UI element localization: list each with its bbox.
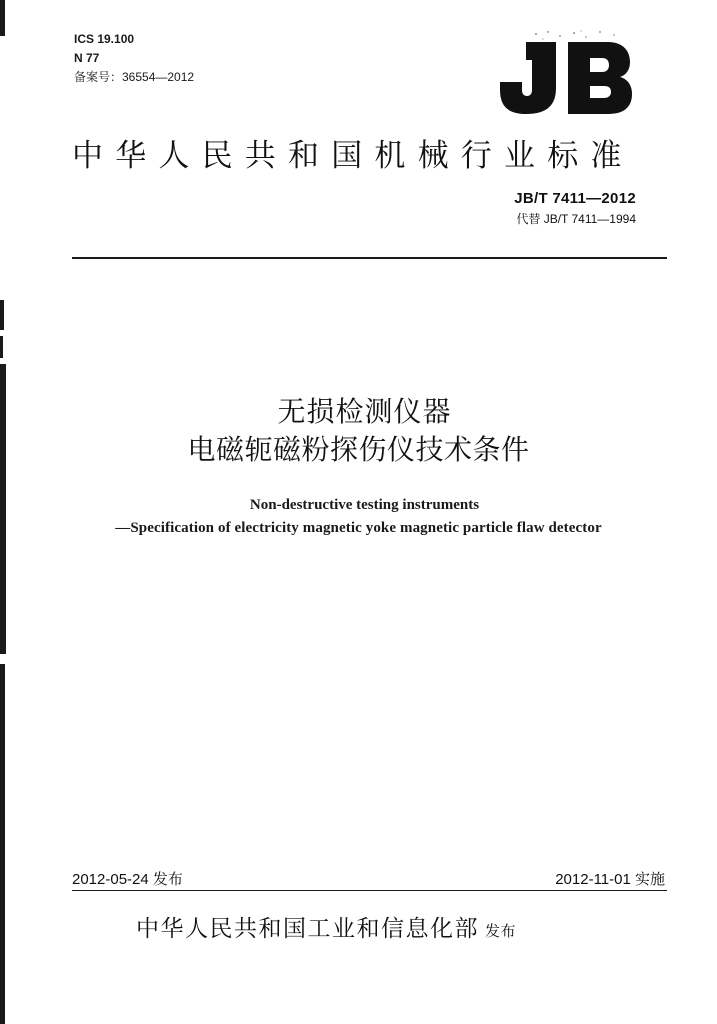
jb-logo: [496, 30, 636, 116]
standard-category-title: 中华人民共和国机械行业标准: [72, 138, 634, 174]
standard-number: JB/T 7411—2012: [514, 190, 636, 207]
chinese-title-line2: 电磁轭磁粉探伤仪技术条件: [187, 433, 530, 466]
binding-edge-mark: [0, 300, 4, 330]
replaces-standard: 代替 JB/T 7411—1994: [516, 212, 636, 226]
filing-number: 备案号：36554—2012: [74, 70, 195, 84]
implementation-date: 2012-11-01 实施: [555, 871, 665, 888]
footer-divider: [72, 890, 667, 891]
standard-number-block: [514, 188, 636, 228]
classification-codes: [74, 30, 194, 87]
english-title-line1: Non-destructive testing instruments: [249, 497, 480, 513]
binding-edge-mark: [0, 0, 5, 36]
ccs-code: N 77: [74, 51, 100, 65]
publisher-action: 发布: [485, 922, 517, 940]
ics-code: ICS 19.100: [74, 32, 135, 46]
issue-date: 2012-05-24 发布: [72, 871, 183, 888]
header-divider: [72, 257, 667, 259]
english-title-line2: —Specification of electricity magnetic yoke magnetic particle flaw detector: [115, 520, 602, 536]
binding-edge-mark: [0, 336, 3, 358]
publisher-name: 中华人民共和国工业和信息化部: [136, 916, 479, 942]
binding-edge-mark: [0, 664, 5, 1024]
chinese-title-line1: 无损检测仪器: [277, 395, 452, 428]
publisher: [136, 910, 516, 943]
